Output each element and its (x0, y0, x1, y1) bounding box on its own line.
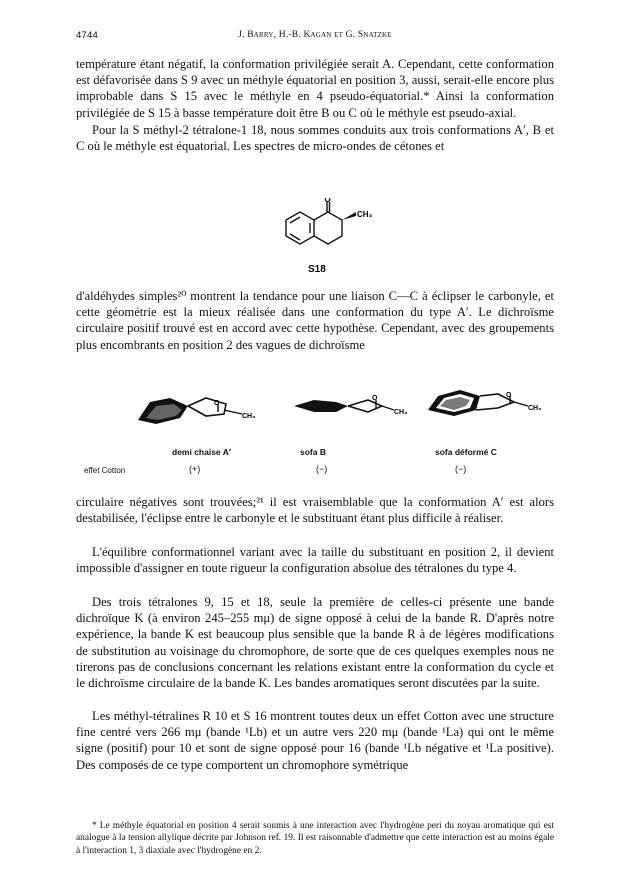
methyl-wedge-bond (342, 212, 356, 220)
ketone-ring (314, 212, 342, 244)
svg-text:O: O (372, 395, 378, 402)
conformation-label-b: sofa B (300, 447, 326, 457)
paragraph-methyl-tetralines: Les méthyl-tétralines R 10 et S 16 montrent toutes deux un effet Cotton avec une structure fine centré vers 266 mμ (bande ¹Lb) et un autre vers 220 mμ (bande ¹La) qui ont le même signe (positif) pour 10 et sont de signe opposé pour 16 (bande ¹Lb négative et ¹La positive). Des composés de ce type comportent un chromophore symétrique (76, 709, 554, 772)
cotton-sign-a-prime: (+) (189, 464, 201, 474)
paragraph-conformational-equilibrium: L'équilibre conformationnel variant avec la taille du substituant en position 2, il devient impossible d'assigner en toute rigueur la configuration absolue des tétralones du type 4. (76, 545, 554, 576)
page-number: 4744 (76, 30, 98, 41)
cotton-effect-row-label: effet Cotton (84, 466, 126, 475)
svg-text:CH₃: CH₃ (242, 413, 256, 420)
conformation-b (294, 395, 407, 416)
svg-text:CH₃: CH₃ (528, 405, 542, 412)
methyl-group-label: CH₃ (357, 210, 373, 219)
svg-text:O: O (506, 392, 512, 399)
cotton-sign-b: (−) (316, 464, 328, 474)
paragraph-negative-dichroism: circulaire négatives sont trouvées;²¹ il est vraisemblable que la conformation A′ est alors destabilisée, l'éclipse entre le carbonyle et le substituant étant plus difficile à réaliser. (76, 495, 554, 526)
conformations-diagram (136, 384, 576, 442)
running-authors: J. Barry, H.-B. Kagan et G. Snatzke (238, 30, 392, 40)
oxygen-atom-label: O (324, 198, 331, 204)
cotton-sign-c: (−) (455, 464, 467, 474)
paragraph-tetralones-k-band: Des trois tétralones 9, 15 et 18, seule la première de celles-ci présente une bande dichroïque K (à environ 245–255 mμ) de signe opposé à celui de la bande R. D'après notre expérience, la bande K est beaucoup plus sensible que la bande R à de légères modifications de substitution au voisinage du chromophore, de sorte que de ces quelques exemples nous ne tirerons pas de conclusions concernant les relations existant entre la conformation du cycle et le dichroïsme circulaire de la bande K. Les bandes aromatiques seront discutées par la suite. (76, 595, 554, 691)
paragraph-s18-intro: Pour la S méthyl-2 tétralone-1 18, nous sommes conduits aux trois conformations A′, B et C où le méthyle est équatorial. Les spectres de micro-ondes de cétones et (76, 123, 554, 154)
footnote: * Le méthyle équatorial en position 4 serait soumis à une interaction avec l'hydrogène peri du noyau aromatique qui est analogue à la tension allylique décrite par Johnson ref. 19. Il est raisonnable d'admettre que cette interaction est au moins égale à l'interaction 1, 3 diaxiale avec l'hydrogène en 2. (76, 821, 554, 856)
running-header (76, 30, 554, 46)
paragraph-microwave-spectra: d'aldéhydes simples²⁰ montrent la tendance pour une liaison C—C à éclipser le carbonyle, et cette géométrie est la mieux réalisée dans une conformation du type A′. Le dichroïsme circulaire positif trouvé est en accord avec cette hypothèse. Cependant, avec des groupements plus encombrants en position 2 des vagues de dichroïsme (76, 289, 554, 352)
paragraph-conformation-s15: température étant négatif, la conformation privilégiée serait A. Cependant, cette conformation est défavorisée dans S 9 avec un méthyle équatorial en position 3, aussi, serait-elle encore plus improbable dans S 15 avec le méthyle en 4 pseudo-équatorial.* Ainsi la conformation privilégiée de S 15 à basse température doit être B ou C où le méthyle est pseudo-axial. (76, 57, 554, 120)
compound-label-s18: S18 (308, 264, 326, 275)
conformation-label-c: sofa déformé C (435, 447, 497, 457)
conformation-a-prime (138, 398, 255, 424)
conformation-c (428, 390, 541, 416)
s18-structure-diagram (272, 198, 382, 276)
svg-text:CH₃: CH₃ (394, 409, 408, 416)
svg-text:O: O (214, 400, 220, 407)
conformation-label-a-prime: demi chaise A′ (172, 447, 231, 457)
